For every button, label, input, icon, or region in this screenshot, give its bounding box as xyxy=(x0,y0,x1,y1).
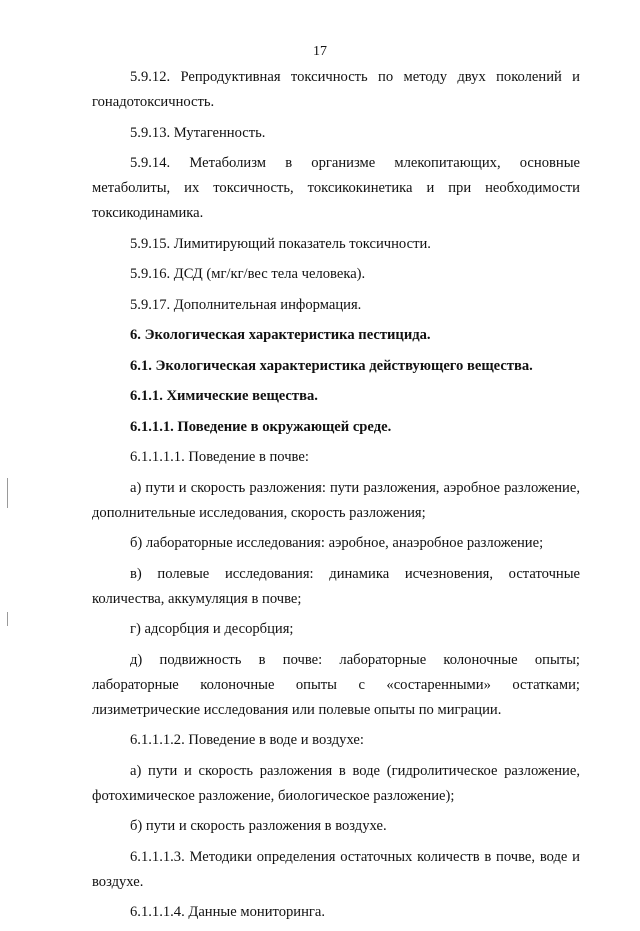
page-number: 17 xyxy=(313,44,327,59)
paragraph: г) адсорбция и десорбция; xyxy=(130,621,294,637)
section-heading: 6. Экологическая характеристика пестицида. xyxy=(130,327,431,343)
paragraph: б) лабораторные исследования: аэробное, анаэробное разложение; xyxy=(130,535,544,551)
scan-edge-mark xyxy=(7,478,8,508)
paragraph: а) пути и скорость разложения в воде (гидролитическое разложение, фотохимическое разложение, биологическое разложение); xyxy=(92,762,580,804)
paragraph: б) пути и скорость разложения в воздухе. xyxy=(130,818,387,834)
paragraph: 6.1.1.1.3. Методики определения остаточных количеств в почве, воде и воздухе. xyxy=(92,848,580,890)
paragraph: в) полевые исследования: динамика исчезновения, остаточные количества, аккумуляция в почве; xyxy=(92,565,580,607)
paragraph: 5.9.16. ДСД (мг/кг/вес тела человека). xyxy=(130,266,366,282)
section-heading: 6.1.1.1. Поведение в окружающей среде. xyxy=(130,418,392,435)
paragraph: 5.9.15. Лимитирующий показатель токсичности. xyxy=(130,235,431,252)
document-body xyxy=(92,65,580,931)
paragraph: 5.9.13. Мутагенность. xyxy=(130,124,266,141)
section-heading: 6.1. Экологическая характеристика действующего вещества. xyxy=(130,357,533,374)
paragraph: 6.1.1.1.1. Поведение в почве: xyxy=(130,449,309,465)
paragraph: 5.9.17. Дополнительная информация. xyxy=(130,296,362,313)
paragraph: 6.1.1.1.2. Поведение в воде и воздухе: xyxy=(130,732,364,748)
paragraph: д) подвижность в почве: лабораторные колоночные опыты; лабораторные колоночные опыты с «состаренными» остатками; лизиметрические исследования или полевые опыты по миграции. xyxy=(92,651,580,718)
paragraph: 5.9.12. Репродуктивная токсичность по методу двух поколений и гонадотоксичность. xyxy=(92,69,580,110)
scan-edge-mark xyxy=(7,612,8,626)
paragraph: 5.9.14. Метаболизм в организме млекопитающих, основные метаболиты, их токсичность, токсикокинетика и при необходимости токсикодинамика. xyxy=(92,155,580,221)
paragraph: 6.1.1.1.4. Данные мониторинга. xyxy=(130,904,326,920)
section-heading: 6.1.1. Химические вещества. xyxy=(130,388,318,404)
paragraph: а) пути и скорость разложения: пути разложения, аэробное разложение, дополнительные исследования, скорость разложения; xyxy=(92,479,580,521)
